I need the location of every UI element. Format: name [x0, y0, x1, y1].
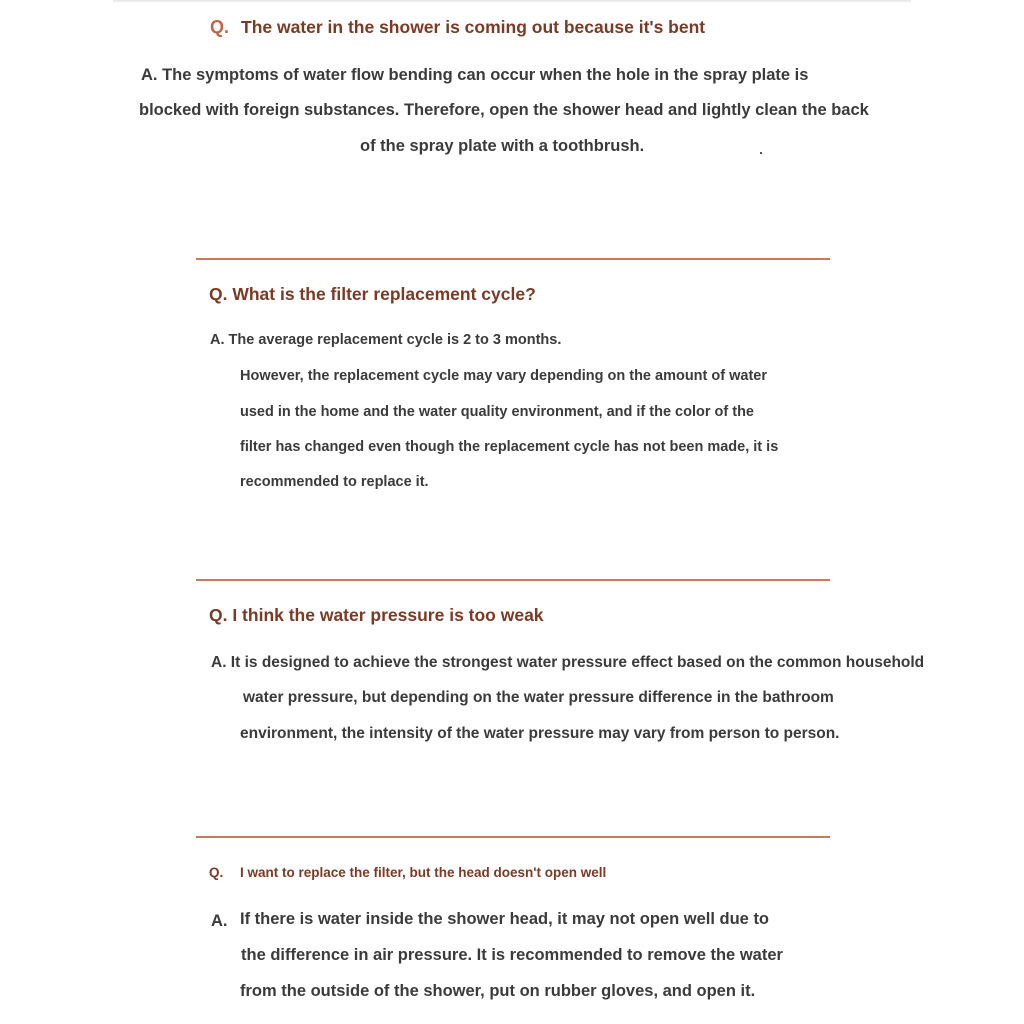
faq-3-answer-line-2: water pressure, but depending on the water pressure difference in the bathroom: [243, 689, 834, 706]
faq-4-question-prefix: Q.: [209, 865, 224, 880]
faq-2-question: Q. What is the filter replacement cycle?: [209, 284, 536, 304]
faq-1-answer-line-2: blocked with foreign substances. Therefore, open the shower head and lightly clean the back: [139, 101, 869, 119]
faq-1-answer-line-1: A. The symptoms of water flow bending can occur when the hole in the spray plate is: [141, 66, 809, 84]
faq-2-answer-line-1: A. The average replacement cycle is 2 to 3 months.: [210, 332, 562, 348]
faq-4-answer-line-1: If there is water inside the shower head, it may not open well due to: [240, 910, 770, 928]
section-divider-3: [196, 836, 830, 838]
faq-1-question: The water in the shower is coming out because it's bent: [241, 17, 706, 37]
faq-4-answer-line-2: the difference in air pressure. It is recommended to remove the water: [241, 946, 783, 964]
top-edge-shadow: [113, 0, 911, 3]
faq-3-answer-line-1: A. It is designed to achieve the strongest water pressure effect based on the common household: [211, 654, 925, 671]
faq-4-answer-prefix: A.: [211, 912, 228, 930]
section-divider-1: [196, 258, 830, 260]
faq-1-answer-line-3: of the spray plate with a toothbrush.: [360, 137, 645, 155]
faq-4-question: I want to replace the filter, but the head doesn't open well: [240, 865, 607, 880]
faq-2-answer-line-2: However, the replacement cycle may vary depending on the amount of water: [240, 368, 767, 384]
faq-3-question: Q. I think the water pressure is too weak: [209, 605, 544, 625]
faq-1-question-prefix: Q.: [210, 17, 230, 37]
faq-4-answer-line-3: from the outside of the shower, put on rubber gloves, and open it.: [240, 982, 756, 1000]
faq-2-answer-line-3: used in the home and the water quality environment, and if the color of the: [240, 404, 754, 420]
faq-3-answer-line-3: environment, the intensity of the water pressure may vary from person to person.: [240, 725, 840, 742]
section-divider-2: [196, 579, 830, 581]
faq-2-answer-line-5: recommended to replace it.: [240, 474, 429, 490]
stray-dot: [760, 152, 762, 154]
faq-2-answer-line-4: filter has changed even though the replacement cycle has not been made, it is: [240, 439, 779, 455]
